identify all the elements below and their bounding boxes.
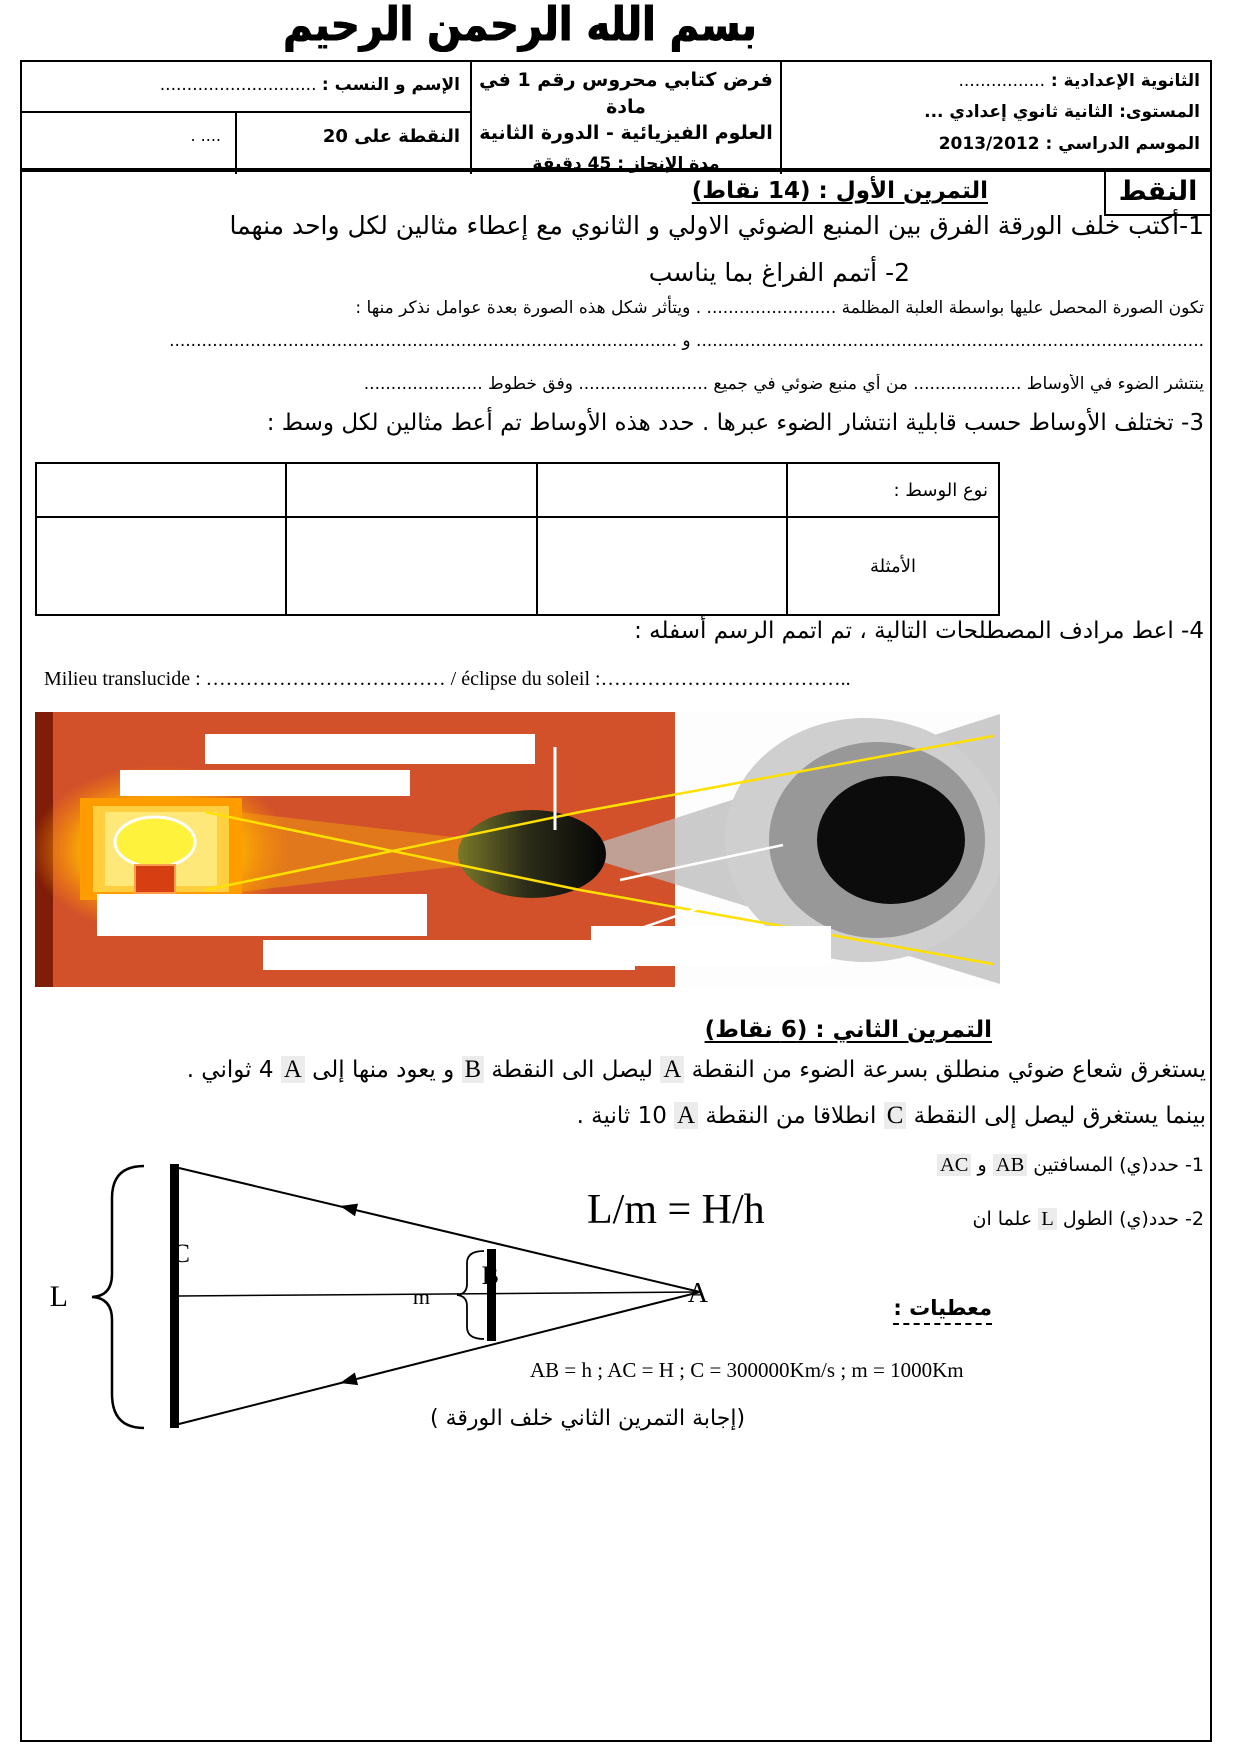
season-line: الموسم الدراسي : 2013/2012 [938, 133, 1200, 154]
arrowhead-top [340, 1204, 358, 1217]
ex2-statement-1 [24, 1056, 1206, 1084]
points-column-label: النقط [1104, 172, 1210, 216]
camera-obscura-figure [35, 712, 1000, 987]
exam-title-line1: فرض كتابي محروس رقم 1 في مادة [479, 69, 773, 118]
point-C: C [884, 1102, 907, 1129]
mark-label: النقطة على 20 [235, 113, 470, 174]
school-label: الثانوية الإعدادية : [1050, 71, 1200, 91]
text-part: ليصل الى النقطة [484, 1057, 661, 1083]
name-row [22, 62, 470, 113]
text-part: بينما يستغرق ليصل إلى النقطة [906, 1103, 1206, 1129]
label-A: A [687, 1278, 708, 1309]
text-part: 1- حدد(ي) المسافتين [1027, 1154, 1204, 1176]
point-A: A [660, 1056, 684, 1083]
point-A: A [281, 1056, 305, 1083]
label-box [263, 940, 635, 970]
name-dots: ............................. [159, 75, 317, 95]
exam-body [20, 170, 1212, 1742]
label-box [205, 734, 535, 764]
ex1-question-4: 4- اعط مرادف المصطلحات التالية ، تم اتمم الرسم أسفله : [634, 618, 1204, 644]
givens-values: AB = h ; AC = H ; C = 300000Km/s ; m = 1000Km [530, 1358, 964, 1382]
ex1-question-1: 1-أكتب خلف الورقة الفرق بين المنبع الضوئي الاولي و الثانوي مع إعطاء مثالين لكل واحد منهما [229, 211, 1204, 240]
arrowhead-bottom [340, 1373, 358, 1386]
brace-m [457, 1251, 484, 1339]
distance-AB: AB [993, 1154, 1028, 1176]
exam-header [20, 60, 1212, 174]
ex1-fill-line-3: ينتشر الضوء في الأوساط .................... من أي منبع ضوئي في جميع ........................ وفق خطوط ...................... [363, 374, 1204, 394]
exercise2-title: التمرين الثاني : (6 نقاط) [704, 1017, 992, 1043]
table-cell-empty [36, 463, 286, 517]
student-name-cell [22, 62, 470, 174]
ex2-statement-2 [577, 1102, 1206, 1130]
distance-AC: AC [937, 1154, 972, 1176]
text-part: 4 ثواني . [186, 1057, 281, 1083]
bismillah-calligraphy: بسم الله الرحمن الرحيم [283, 0, 757, 53]
proportion-formula: L/m = H/h [587, 1187, 765, 1233]
label-box [97, 894, 427, 936]
triangle-lines [179, 1168, 700, 1424]
level-line: المستوى: الثانية ثانوي إعدادي ... [924, 102, 1200, 123]
lamp-light-source [80, 798, 242, 900]
table-cell-empty [537, 517, 787, 615]
ex2-question-2 [973, 1208, 1204, 1231]
text-part: 2- حدد(ي) الطول [1056, 1208, 1204, 1230]
length-L: L [1038, 1208, 1057, 1230]
exam-title-line2: العلوم الفيزيائية - الدورة الثانية [479, 122, 773, 145]
school-line [792, 66, 1200, 97]
ex2-question-1 [937, 1154, 1204, 1177]
answer-location-note: (إجابة التمرين الثاني خلف الورقة ) [430, 1406, 746, 1431]
ex1-fill-line-2: .............................................................................................. و .............................................................................................. [169, 331, 1204, 351]
table-cell-empty [286, 463, 536, 517]
table-header-medium-type: نوع الوسط : [787, 463, 999, 517]
text-part: و [971, 1154, 993, 1176]
label-m: m [412, 1284, 430, 1309]
text-part: يستغرق شعاع ضوئي منطلق بسرعة الضوء من النقطة [684, 1057, 1206, 1083]
exercise1-title: التمرين الأول : (14 نقاط) [691, 178, 988, 204]
school-dots: ................ [958, 71, 1045, 91]
brace-L [92, 1166, 144, 1428]
text-part: علما ان [972, 1208, 1039, 1230]
ex1-fill-line-1: تكون الصورة المحصل عليها بواسطة العلبة المظلمة ........................ . ويتأثر شكل هذه الصورة بعدة عوامل نذكر منها : [355, 298, 1204, 318]
table-cell-empty [286, 517, 536, 615]
exam-title-cell [470, 62, 780, 174]
bar-C [170, 1164, 179, 1428]
ex1-question-2: 2- أتمم الفراغ بما يناسب [648, 258, 910, 287]
point-B: B [462, 1056, 485, 1083]
text-part: 10 ثانية . [576, 1103, 675, 1129]
eye-dark-box [725, 718, 1000, 962]
text-part: و يعود منها إلى [304, 1057, 462, 1083]
text-part: انطلاقا من النقطة [698, 1103, 884, 1129]
exam-duration: مدة الإنجاز : 45 دقيقة [532, 153, 720, 174]
label-B: B [481, 1261, 499, 1290]
point-A: A [674, 1102, 698, 1129]
ex1-question-3: 3- تختلف الأوساط حسب قابلية انتشار الضوء عبرها . حدد هذه الأوساط تم أعط مثالين لكل وسط : [266, 410, 1204, 436]
label-L: L [49, 1280, 68, 1313]
label-C: C [172, 1239, 190, 1268]
label-box [120, 770, 410, 796]
table-header-examples: الأمثلة [787, 517, 999, 615]
table-cell-empty [36, 517, 286, 615]
media-table [35, 462, 1000, 616]
name-label: الإسم و النسب : [321, 75, 460, 95]
mark-row [22, 113, 470, 174]
label-box [591, 926, 831, 966]
givens-label: معطيات : [893, 1296, 992, 1325]
mark-dots: .... . [190, 126, 221, 145]
school-info-cell [780, 62, 1210, 174]
table-cell-empty [537, 463, 787, 517]
french-terms-line: Milieu translucide : ……………………………… / éclipse du soleil :……………………………….. [44, 668, 851, 690]
